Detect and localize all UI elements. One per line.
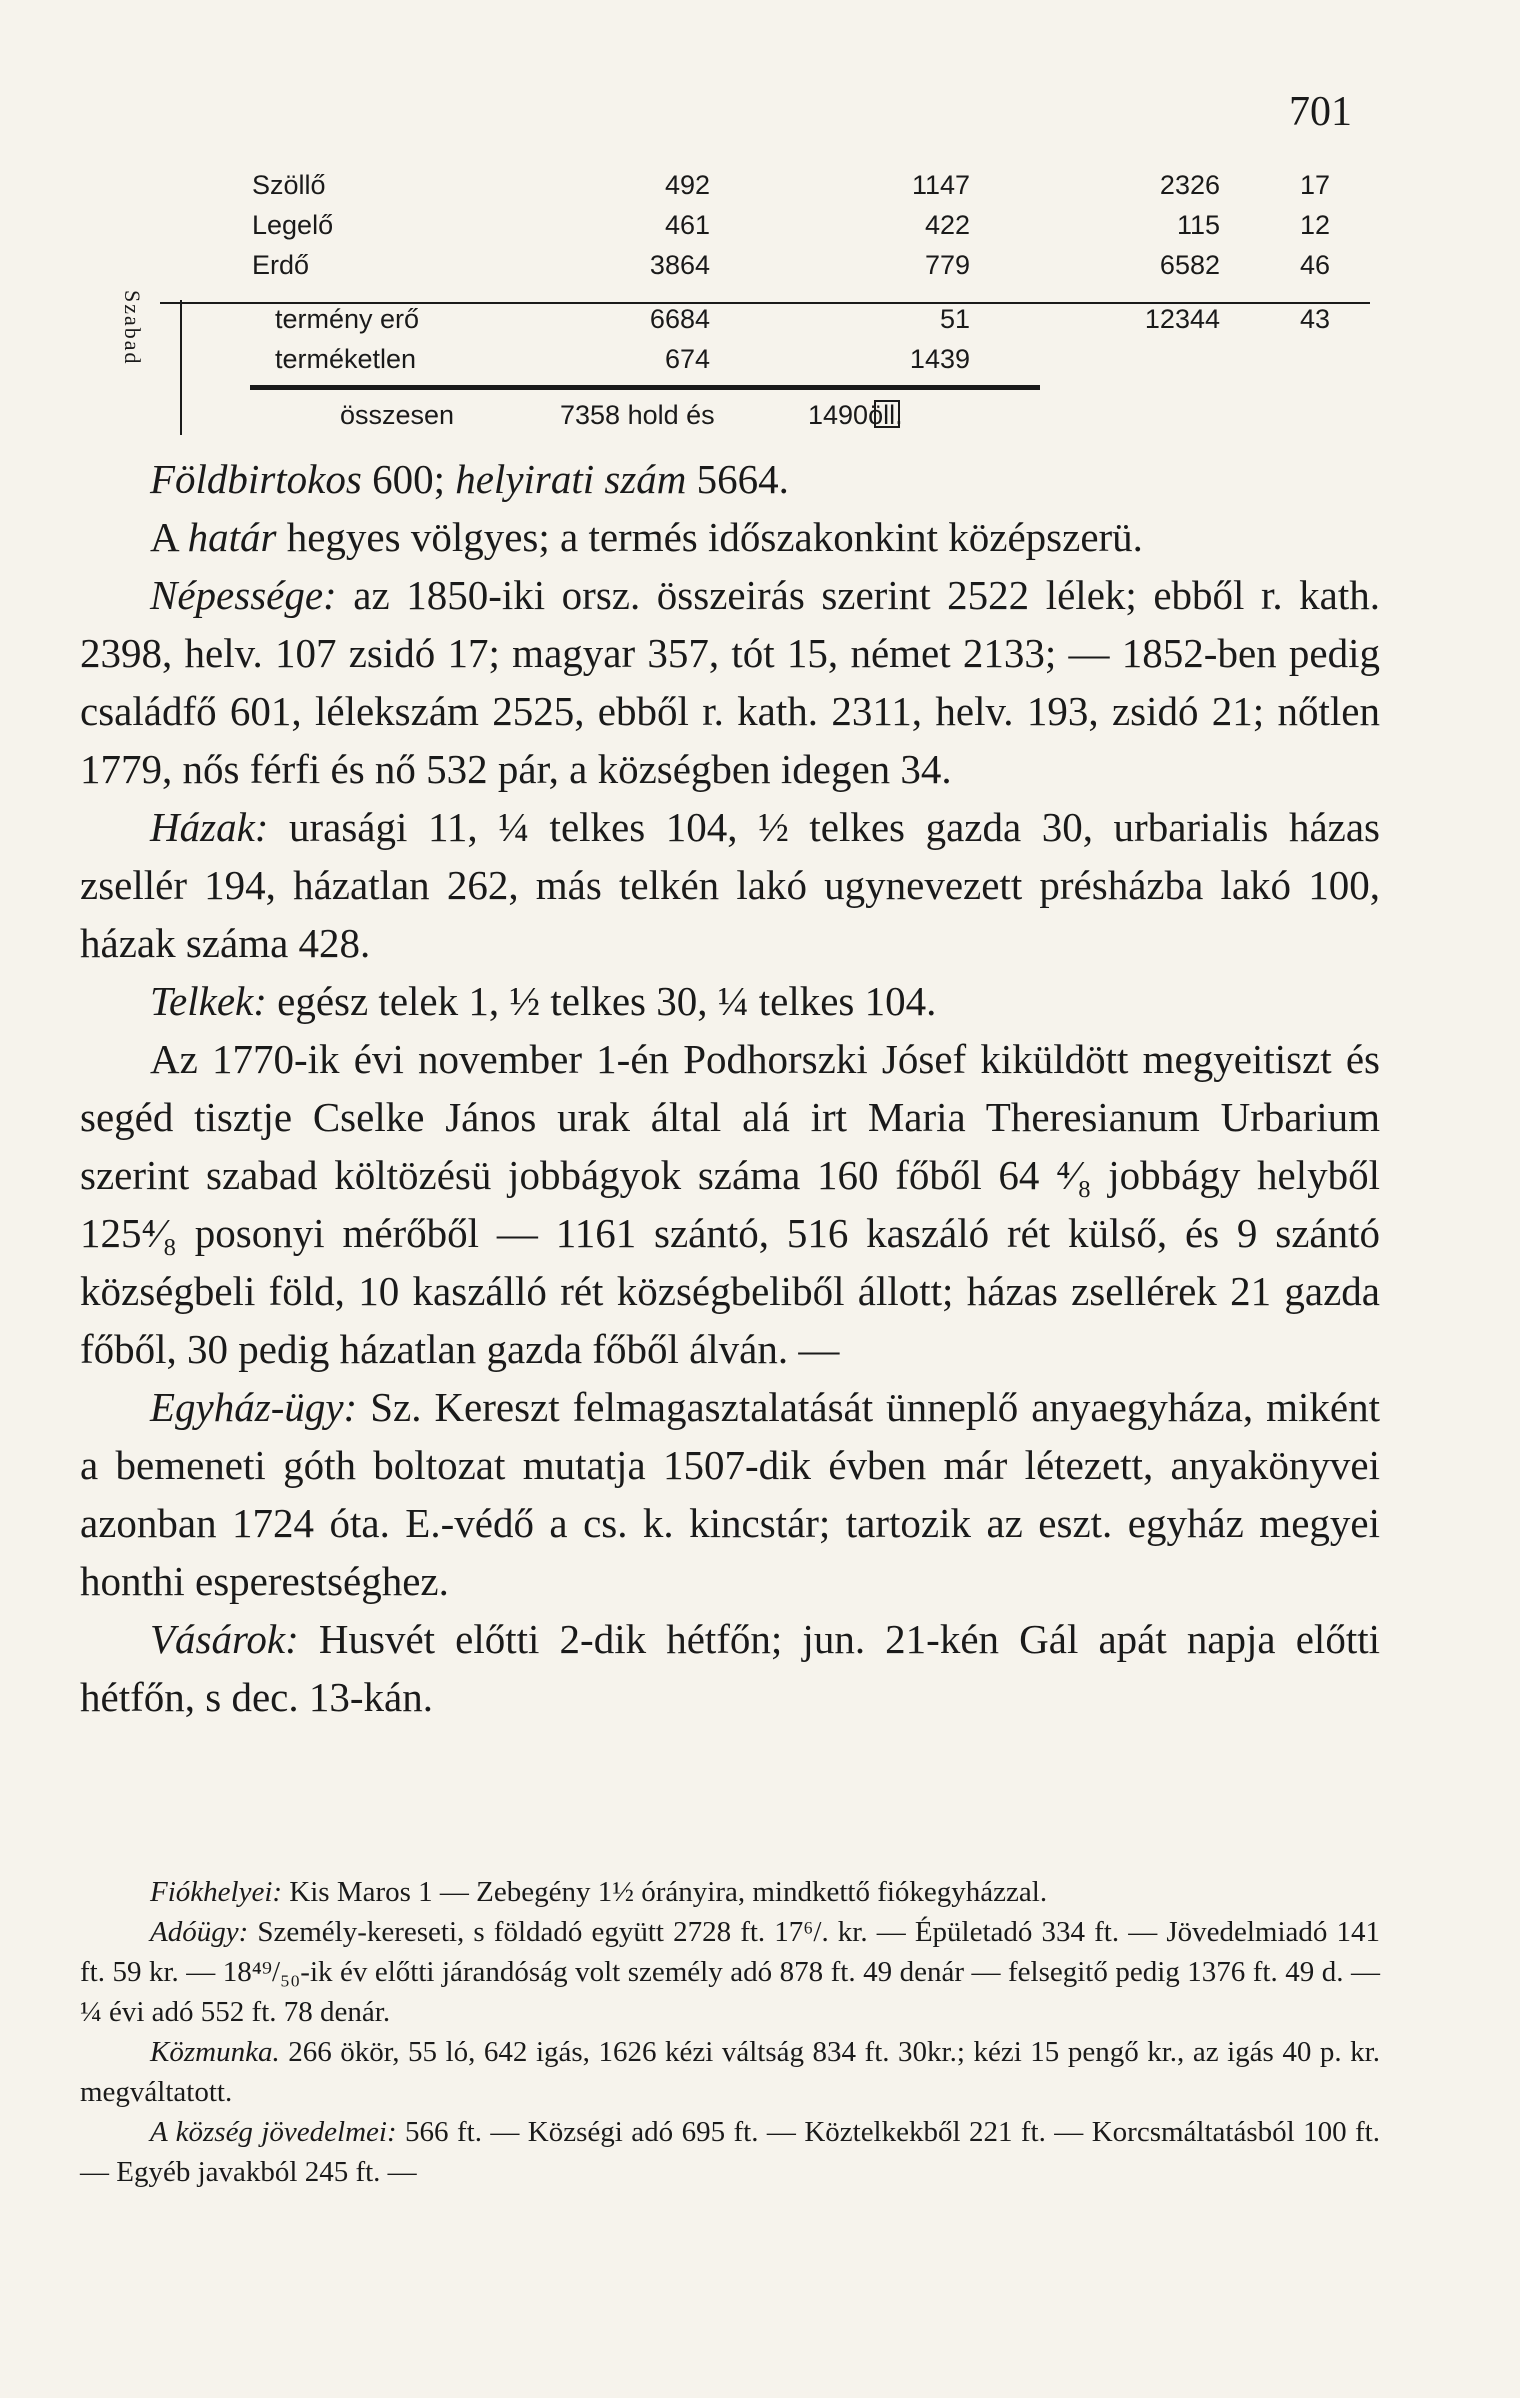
table-row — [160, 304, 1360, 344]
total-label: összesen — [340, 400, 455, 430]
cell: 12 — [1299, 210, 1330, 240]
paragraph-lead: helyirati szám — [455, 456, 687, 502]
paragraph — [80, 508, 1380, 566]
paragraph-text: urasági 11, ¼ telkes 104, ½ telkes gazda 30, urbarialis házas zsellér 194, házatlan 262, más telkén lakó ugynevezett présházba lakó 100, házak száma 428. — [80, 804, 1380, 966]
main-text — [80, 450, 1380, 1726]
paragraph-text: Sz. Kereszt felmagasztalatását ünneplő anyaegyháza, miként a bemeneti góth boltozat mutatja 1507-dik évben már létezett, anyakönyvei azonban 1724 óta. E.-védő a cs. k. kincstár; tartozik az eszt. egyház megyei honthi esperestséghez. — [80, 1384, 1380, 1604]
paragraph-text: Husvét előtti 2-dik hétfőn; jun. 21-kén Gál apát napja előtti hétfőn, s dec. 13-kán. — [80, 1616, 1380, 1720]
note-lead: Közmunka. — [150, 2036, 280, 2068]
cell: 3864 — [649, 250, 710, 280]
total-hold: 7358 hold és — [560, 400, 715, 430]
paragraph — [80, 1378, 1380, 1610]
cell: 17 — [1299, 170, 1330, 200]
note — [80, 1912, 1380, 2032]
table-row — [160, 210, 1360, 250]
note-lead: Fiókhelyei: — [150, 1876, 283, 1908]
paragraph — [80, 972, 1380, 1030]
table-rule-thick — [250, 385, 1040, 390]
cell: 51 — [939, 304, 970, 334]
paragraph-text: 600; — [361, 456, 456, 502]
note-lead: A község jövedelmei: — [150, 2116, 397, 2148]
page-number: 701 — [1289, 89, 1352, 135]
paragraph-text: A — [150, 514, 188, 560]
paragraph — [80, 450, 1380, 508]
paragraph-text: az 1850-iki orsz. összeirás szerint 2522 lélek; ebből r. kath. 2398, helv. 107 zsidó 17; magyar 357, tót 15, német 2133; — 1852-ben pedig családfő 601, lélekszám 2525, ebből r. kath. 2311, helv. 193, zsidó 21; nőtlen 1779, nős férfi és nő 532 pár, a községben idegen 34. — [80, 572, 1380, 792]
paragraph-text: egész telek 1, ½ telkes 30, ¼ telkes 104. — [266, 978, 937, 1024]
cell: 674 — [664, 344, 710, 374]
total-ol: 1490 — [808, 400, 869, 430]
paragraph-lead: Házak: — [150, 804, 269, 850]
paragraph-text: hegyes völgyes; a termés időszakonkint középszerü. — [276, 514, 1143, 560]
land-statistics-table — [160, 170, 1360, 440]
paragraph — [80, 798, 1380, 972]
table-row — [160, 170, 1360, 210]
note-text: Kis Maros 1 — Zebegény 1½ órányira, mindkettő fiókegyházzal. — [282, 1876, 1048, 1908]
table-rule — [160, 302, 1370, 304]
paragraph-lead: Vásárok: — [150, 1616, 299, 1662]
paragraph-lead: Földbirtokos — [150, 456, 362, 502]
row-label: Legelő — [252, 210, 334, 240]
total-ol-group — [808, 400, 903, 431]
table-row — [160, 250, 1360, 290]
paragraph-lead: Egyház-ügy: — [150, 1384, 358, 1430]
square-fathom-box-icon — [874, 400, 900, 428]
note-text: Személy-kereseti, s földadó együtt 2728 ft. 17⁶/. kr. — Épületadó 334 ft. — Jövedelmiadó 141 ft. 59 kr. — 18⁴⁹/₅₀-ik év előtti járandóság volt személy adó 878 ft. 49 denár — felsegitő pedig 1376 ft. 49 d. — ¼ évi adó 552 ft. 78 denár. — [80, 1916, 1380, 2028]
cell: 6684 — [649, 304, 710, 334]
paragraph — [80, 1610, 1380, 1726]
cell: 492 — [664, 170, 710, 200]
note-text: 566 ft. — Községi adó 695 ft. — Köztelkekből 221 ft. — Korcsmáltatásból 100 ft. — Egyéb javakból 245 ft. — — [80, 2116, 1380, 2188]
cell: 12344 — [1144, 304, 1220, 334]
note — [80, 2032, 1380, 2112]
cell: 1439 — [909, 344, 970, 374]
cell: 43 — [1299, 304, 1330, 334]
paragraph-text: 5664. — [686, 456, 789, 502]
cell: 2326 — [1159, 170, 1220, 200]
paragraph-lead: Népessége: — [150, 572, 337, 618]
cell: 422 — [924, 210, 970, 240]
paragraph-lead: Telkek: — [150, 978, 267, 1024]
note-text: 266 ökör, 55 ló, 642 igás, 1626 kézi váltság 834 ft. 30kr.; kézi 15 pengő kr., az igás 40 p. kr. megváltatott. — [80, 2036, 1380, 2108]
cell: 779 — [924, 250, 970, 280]
row-label: Szöllő — [252, 170, 326, 200]
brace-bracket — [180, 300, 192, 435]
paragraph — [80, 566, 1380, 798]
row-label: termény erő — [275, 304, 420, 334]
paragraph — [80, 1030, 1380, 1378]
row-label: terméketlen — [275, 344, 417, 374]
total-unit: öll. — [868, 400, 903, 430]
note — [80, 2112, 1380, 2192]
side-label: Szabad — [120, 290, 145, 366]
paragraph-text: Az 1770-ik évi november 1-én Podhorszki Jósef kiküldött megyeitiszt és segéd tisztje Cselke János urak által alá irt Maria Theresianum Urbarium szerint szabad költözésü jobbágyok száma 160 főből 64 ⁴⁄₈ jobbágy helyből 125⁴⁄₈ posonyi mérőből — 1161 szántó, 516 kaszáló rét külső, és 9 szántó községbeli föld, 10 kaszálló rét községbeliből állott; házas zsellérek 21 gazda főből, 30 pedig házatlan gazda főből álván. — — [80, 1036, 1380, 1372]
cell: 46 — [1299, 250, 1330, 280]
paragraph-lead: határ — [187, 514, 277, 560]
cell: 115 — [1176, 210, 1220, 240]
footnotes — [80, 1872, 1380, 2192]
note — [80, 1872, 1380, 1912]
cell: 461 — [664, 210, 710, 240]
row-label: Erdő — [252, 250, 310, 280]
cell: 1147 — [911, 170, 970, 200]
table-row — [160, 344, 1360, 384]
table-total-row — [160, 400, 1360, 440]
cell: 6582 — [1159, 250, 1220, 280]
note-lead: Adóügy: — [150, 1916, 249, 1948]
